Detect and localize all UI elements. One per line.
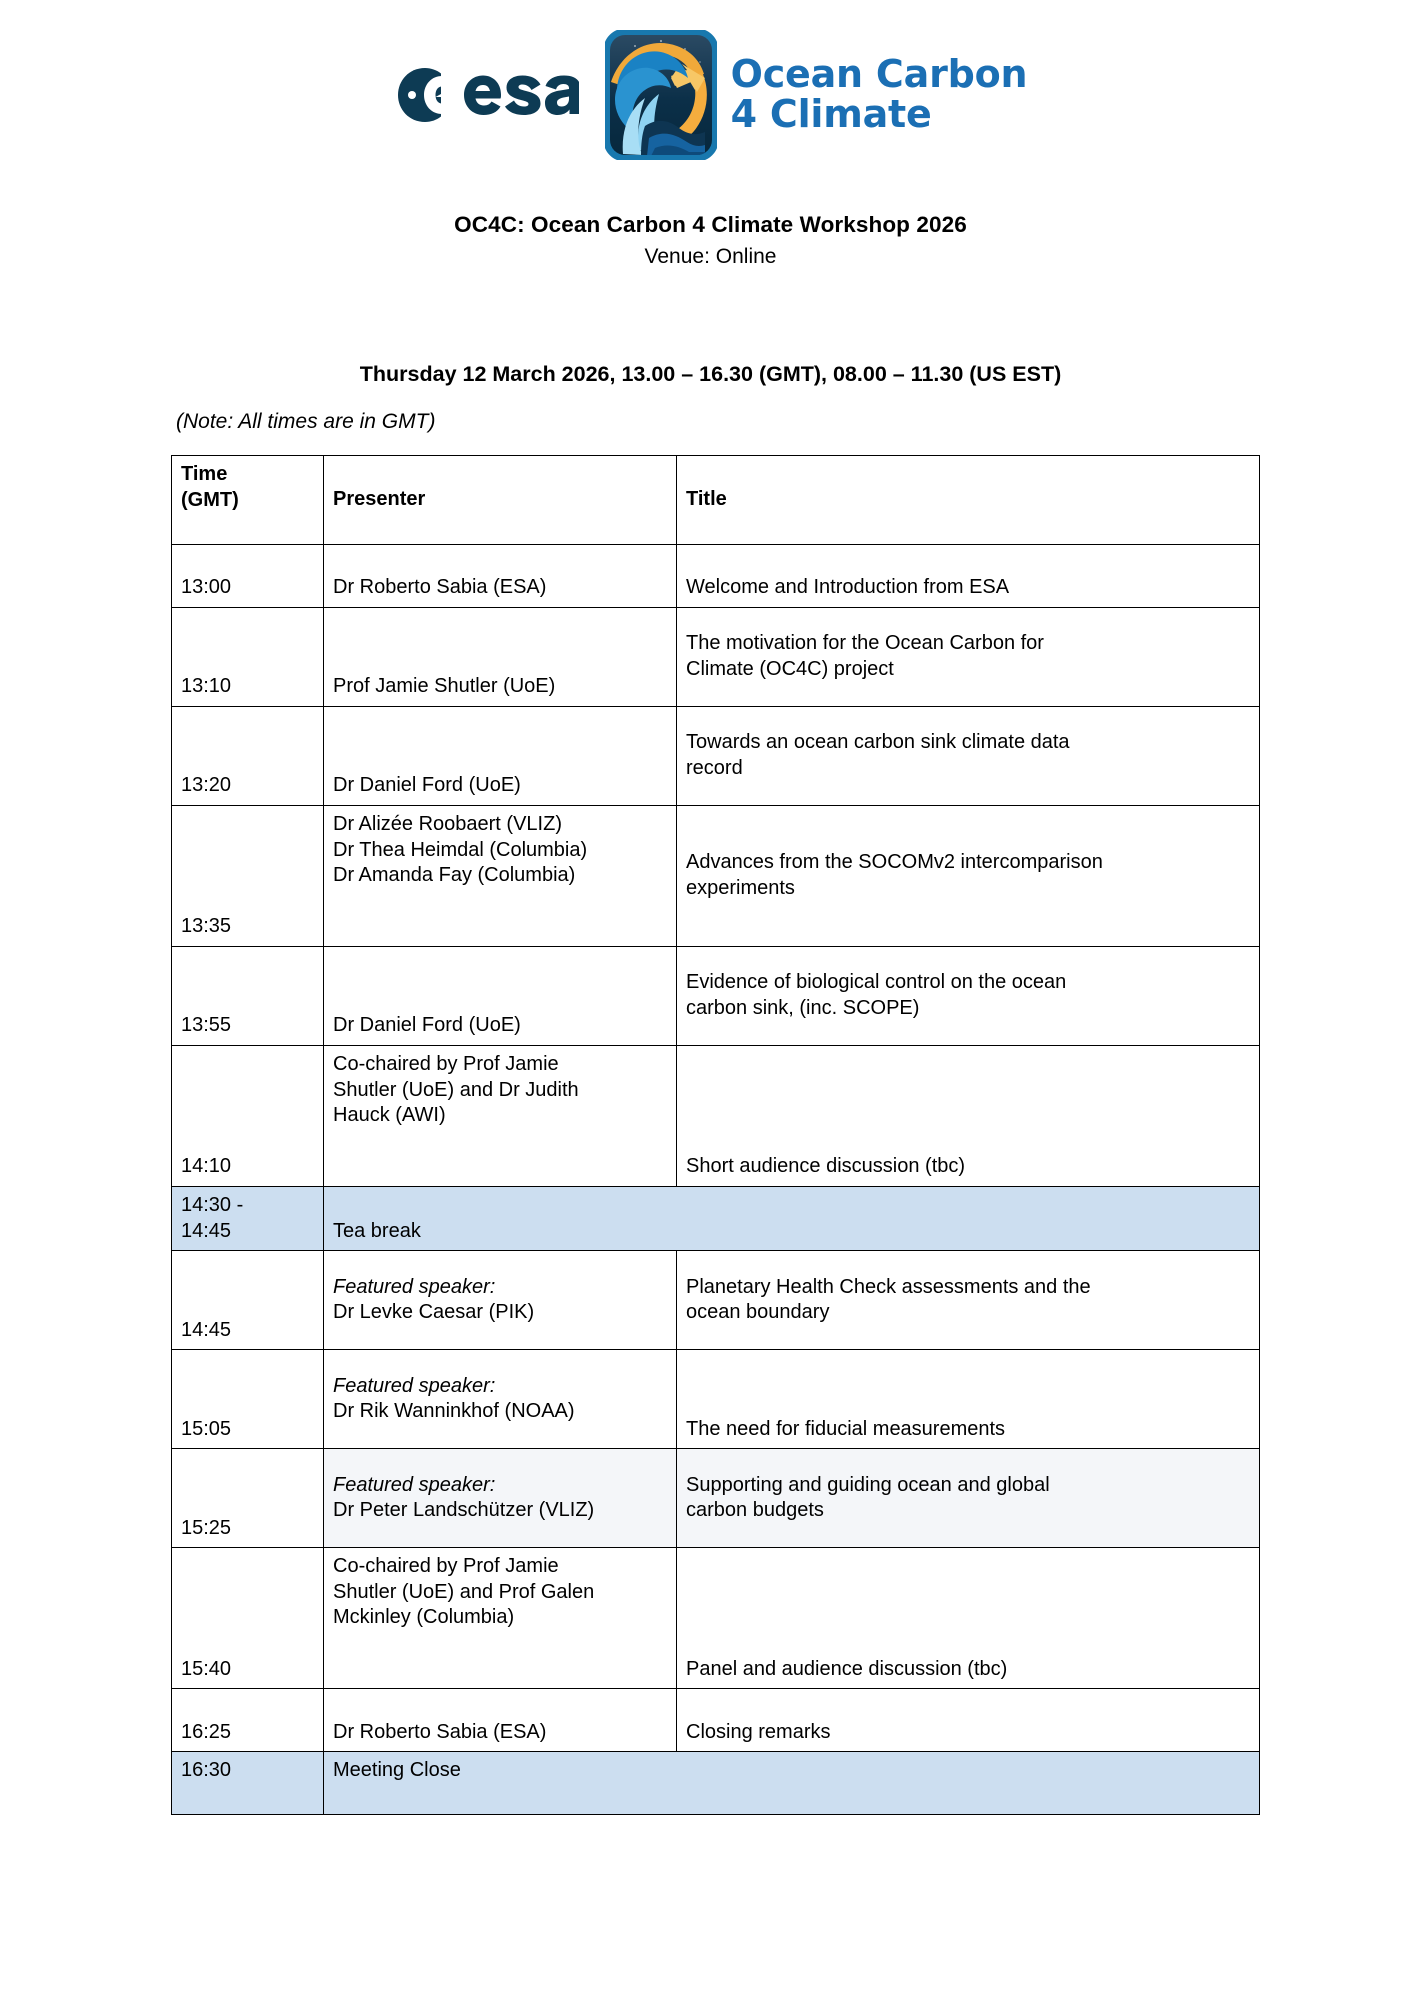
cell-presenter [324, 1548, 677, 1689]
cell-time: 14:10 [172, 1046, 324, 1187]
table-row [172, 947, 1260, 1046]
logo-band [0, 30, 1421, 160]
cell-presenter-line1: Dr Alizée Roobaert (VLIZ) [333, 813, 562, 835]
cell-title-lines [686, 970, 1251, 1021]
cell-presenter-lines [333, 1374, 668, 1425]
cell-time: 13:35 [172, 806, 324, 947]
cell-break-label: Tea break [324, 1187, 1260, 1251]
cell-time: 15:05 [172, 1350, 324, 1449]
table-row [172, 1689, 1260, 1752]
oc4c-wordmark-line2: 4 Climate [730, 92, 932, 136]
cell-title: The need for fiducial measurements [677, 1350, 1260, 1449]
table-row [172, 1251, 1260, 1350]
cell-presenter-lines [333, 1275, 668, 1326]
page-title: OC4C: Ocean Carbon 4 Climate Workshop 2026 [454, 212, 967, 237]
table-row [172, 707, 1260, 806]
column-header-time-line2: (GMT) [181, 488, 239, 511]
cell-presenter: Prof Jamie Shutler (UoE) [324, 608, 677, 707]
cell-title [677, 806, 1260, 947]
cell-title-lines [686, 1275, 1251, 1326]
cell-title [677, 1251, 1260, 1350]
cell-time-lines [181, 1193, 315, 1244]
cell-title-line2: carbon sink, (inc. SCOPE) [686, 997, 920, 1019]
cell-time-line1: 14:30 - [181, 1194, 244, 1216]
table-row [172, 545, 1260, 608]
cell-title-line1: Planetary Health Check assessments and the [686, 1275, 1091, 1298]
schedule-table [171, 455, 1260, 1815]
cell-title: Panel and audience discussion (tbc) [677, 1548, 1260, 1689]
cell-presenter: Dr Roberto Sabia (ESA) [324, 545, 677, 608]
cell-presenter-line3: Dr Amanda Fay (Columbia) [333, 864, 576, 887]
schedule-table-wrapper [171, 455, 1259, 1815]
cell-title-line2: ocean boundary [686, 1301, 830, 1324]
cell-presenter [324, 806, 677, 947]
column-header-time [172, 456, 324, 545]
column-header-time-line1: Time [181, 463, 228, 485]
featured-speaker-label: Featured speaker: [333, 1374, 496, 1397]
venue-line: Venue: Online [644, 245, 777, 268]
table-row [172, 1350, 1260, 1449]
cell-presenter [324, 1251, 677, 1350]
cell-title-line1: Towards an ocean carbon sink climate data [686, 731, 1070, 754]
cell-time: 13:00 [172, 545, 324, 608]
cell-title-line1: Supporting and guiding ocean and global [686, 1473, 1050, 1496]
cell-presenter-line1: Co-chaired by Prof Jamie [333, 1053, 559, 1075]
cell-time-line2: 14:45 [181, 1219, 232, 1242]
cell-title-line2: Climate (OC4C) project [686, 658, 894, 680]
table-row [172, 1548, 1260, 1689]
cell-presenter [324, 1046, 677, 1187]
cell-presenter [324, 1350, 677, 1449]
date-line: Thursday 12 March 2026, 13.00 – 16.30 (GMT), 08.00 – 11.30 (US EST) [359, 362, 1062, 386]
cell-presenter [324, 1449, 677, 1548]
cell-title-line2: record [686, 757, 743, 779]
cell-time: 16:30 [172, 1752, 324, 1815]
cell-time: 13:55 [172, 947, 324, 1046]
table-row [172, 806, 1260, 947]
table-row-break [172, 1752, 1260, 1815]
cell-title-lines [686, 631, 1251, 682]
cell-title [677, 608, 1260, 707]
cell-presenter-name: Dr Rik Wanninkhof (NOAA) [333, 1400, 575, 1423]
cell-presenter-line1: Co-chaired by Prof Jamie [333, 1555, 559, 1578]
cell-presenter-lines [333, 1554, 668, 1631]
cell-title-line2: experiments [686, 877, 795, 899]
table-row-break [172, 1187, 1260, 1251]
table-header-row [172, 456, 1260, 545]
cell-presenter-name: Dr Peter Landschützer (VLIZ) [333, 1499, 595, 1522]
cell-title: Closing remarks [677, 1689, 1260, 1752]
cell-title: Welcome and Introduction from ESA [677, 545, 1260, 608]
cell-time: 13:10 [172, 608, 324, 707]
cell-title-line1: Advances from the SOCOMv2 intercomparison [686, 851, 1103, 874]
oc4c-wordmark-line1: Ocean Carbon [730, 52, 1028, 97]
cell-title [677, 1449, 1260, 1548]
cell-title [677, 947, 1260, 1046]
cell-presenter-lines [333, 1473, 668, 1524]
table-row [172, 608, 1260, 707]
cell-presenter-lines [333, 812, 668, 889]
cell-break-label: Meeting Close [324, 1752, 1260, 1815]
esa-logo [394, 64, 579, 126]
cell-title-lines [686, 850, 1251, 901]
cell-title-line1: The motivation for the Ocean Carbon for [686, 632, 1044, 655]
timezone-note: (Note: All times are in GMT) [176, 410, 436, 433]
table-row [172, 1046, 1260, 1187]
table-row [172, 1449, 1260, 1548]
cell-title-line2: carbon budgets [686, 1499, 824, 1522]
cell-time: 14:45 [172, 1251, 324, 1350]
cell-presenter-lines [333, 1052, 668, 1129]
cell-presenter: Dr Daniel Ford (UoE) [324, 947, 677, 1046]
cell-time: 13:20 [172, 707, 324, 806]
cell-presenter-line3: Mckinley (Columbia) [333, 1606, 515, 1629]
cell-presenter-line3: Hauck (AWI) [333, 1104, 446, 1127]
oc4c-logo-icon [605, 30, 717, 160]
cell-title-lines [686, 1473, 1251, 1524]
column-header-presenter: Presenter [324, 456, 677, 545]
featured-speaker-label: Featured speaker: [333, 1473, 496, 1496]
cell-time: 15:25 [172, 1449, 324, 1548]
cell-presenter: Dr Daniel Ford (UoE) [324, 707, 677, 806]
cell-title-lines [686, 730, 1251, 781]
cell-presenter-name: Dr Levke Caesar (PIK) [333, 1301, 535, 1324]
featured-speaker-label: Featured speaker: [333, 1275, 496, 1298]
cell-presenter-line2: Shutler (UoE) and Prof Galen [333, 1580, 595, 1603]
cell-time [172, 1187, 324, 1251]
cell-title: Short audience discussion (tbc) [677, 1046, 1260, 1187]
cell-time: 15:40 [172, 1548, 324, 1689]
cell-presenter: Dr Roberto Sabia (ESA) [324, 1689, 677, 1752]
cell-title [677, 707, 1260, 806]
cell-presenter-line2: Shutler (UoE) and Dr Judith [333, 1078, 579, 1101]
oc4c-lockup [605, 30, 1028, 160]
oc4c-wordmark [730, 52, 1028, 136]
cell-title-line1: Evidence of biological control on the ocean [686, 971, 1067, 994]
cell-time: 16:25 [172, 1689, 324, 1752]
column-header-title: Title [677, 456, 1260, 545]
cell-presenter-line2: Dr Thea Heimdal (Columbia) [333, 838, 588, 861]
